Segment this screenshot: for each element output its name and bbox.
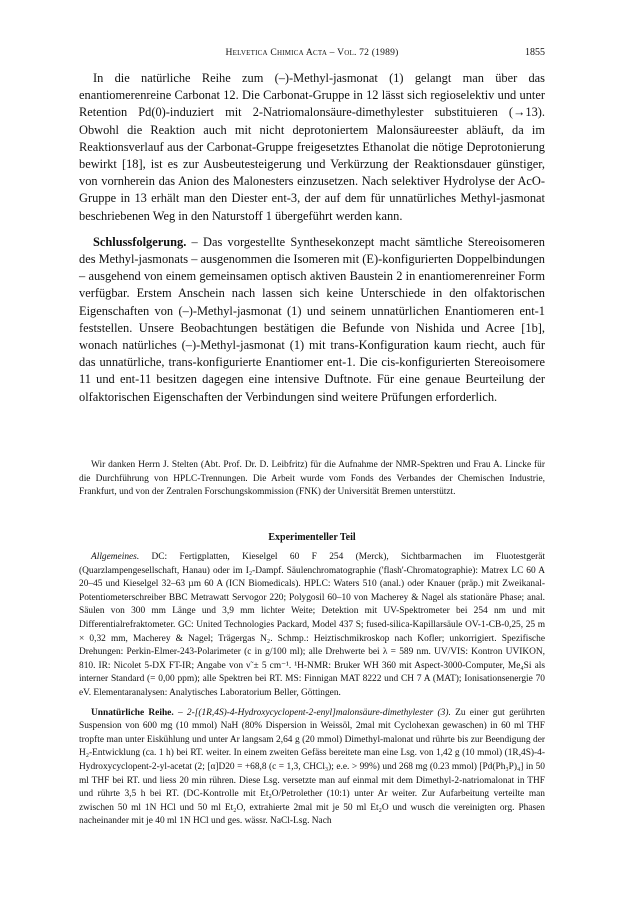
paragraph-unnatural-series [79, 707, 545, 829]
conclusion-heading: Schlussfolgerung. [93, 234, 187, 249]
paragraph-synthesis: In die natürliche Reihe zum (–)-Methyl-jasmonat (1) gelangt man über das enantiomerenreine Carbonat 12. Die Carbonat-Gruppe in 12 lässt sich regioselektiv und unter Retention Pd(0)-induziert mit 2-Natriomalonsäure-dimethylester substituieren (→13). Obwohl die Reaktion auch mit nicht deprotoniertem Malonsäureester abläuft, da im Reaktionsverlauf aus der Carbonat-Gruppe freigesetztes Ethanolat die nötige Deprotonierung bewirkt [18], ist es zur Ausbeutesteigerung und Verkürzung der Reaktionsdauer günstiger, von vornherein das Anion des Malonesters einzusetzen. Nach selektiver Hydrolyse der AcO-Gruppe in 13 erhält man den Diester ent-3, der auf dem für unnatürliches Methyl-jasmonat beschriebenen Weg in den Naturstoff 1 übergeführt werden kann. [79, 71, 545, 223]
running-head [0, 47, 624, 61]
paragraph-conclusion [79, 234, 545, 406]
unnatural-text: Zu einer gut gerührten Suspension von 600 mg (10 mmol) NaH (80% Dispersion in Weissöl, 2mal mit Cyclohexan gewaschen) in 60 ml THF tropfte man unter Eiskühlung und unter Ar langsam 2,64 g (20 mmol) Dimethyl-malonat und rührte bis zur Beendigung der H₂-Entwicklung (ca. 1 h) bei RT. weiter. In einem zweiten Gefäss bereitete man eine Lsg. von 1,42 g (10 mmol) (1R,4S)-4-Hydroxycyclopent-2-yl-acetat (2; [α]D20 = +68,8 (c = 1,3, CHCl₃); e.e. > 99%) und 268 mg (0.23 mmol) [Pd(Ph₃P)₄] in 50 ml THF bei RT. und liess 20 min rühren. Diese Lsg. versetzte man auf einmal mit dem Dimethyl-2-natriomalonat in THF und rührte 3,5 h bei RT. (DC-Kontrolle mit Et₂O/Petrolether (10:1) unter Ar weiter. Zur Aufarbeitung verteilte man zwischen 50 ml 1N HCl und 50 ml Et₂O, extrahierte 2mal mit je 50 ml Et₂O und wusch die vereinigten org. Phasen nacheinander mit je 40 ml 1N HCl und ges. wässr. NaCl-Lsg. Nach [79, 707, 545, 827]
main-text [79, 70, 545, 415]
unnatural-heading: Unnatürliche Reihe. [91, 707, 174, 718]
compound-name: – 2-[(1R,4S)-4-Hydroxycyclopent-2-enyl]malonsäure-dimethylester (3). [173, 707, 451, 718]
general-text: DC: Fertigplatten, Kieselgel 60 F 254 (Merck), Sichtbarmachen im Fluotestgerät (Quarzlampengesellschaft, Hanau) oder im I₂-Dampf. Säulenchromatographie ('flash'-Chromatographie): Matrex LC 60 A 20–45 und Kieselgel 32–63 µm 60 A (ICN Biomedicals). HPLC: Waters 510 (anal.) oder Knauer (präp.) mit Zweikanal-Potentiometerschreiber BBC Metrawatt Servogor 220; Polygosil 60–10 von Macherey & Nagel als stationäre Phase; anal. Säulen von 300 mm Länge und 3,9 mm lichter Weite; Detektion mit UV-Spektrometer bei 254 nm und mit Differentialrefraktometer. GC: United Technologies Packard, Model 437 S; fused-silica-Kapillarsäule OV-1-CB-0,25, 25 m × 0,32 mm, Macherey & Nagel; Trägergas N₂. Schmp.: Heiztischmikroskop nach Kofler; unkorrigiert. Spezifische Drehungen: Perkin-Elmer-243-Polarimeter (c in g/100 ml); alle Drehwerte bei λ = 589 nm. UV/VIS: Kontron UVIKON, 810. IR: Nicolet 5-DX FT-IR; Angabe von ν̃ ± 5 cm⁻¹. ¹H-NMR: Bruker WH 360 mit Aspect-3000-Computer, Me₄Si als interner Standard (= 0,00 ppm); alle Spektren bei RT. MS: Finnigan MAT 8222 und CH 7 A (MAT); Ionisationsenergie 70 eV. Elementaranalysen: Analytisches Laboratorium Beller, Göttingen. [79, 552, 545, 698]
section-title-experimental: Experimenteller Teil [268, 532, 356, 543]
paragraph-general [79, 551, 545, 701]
page-number: 1855 [525, 47, 545, 58]
journal-title: Helvetica Chimica Acta – Vol. 72 (1989) [225, 47, 399, 58]
acknowledgement [79, 459, 545, 500]
acknowledgement-text: Wir danken Herrn J. Stelten (Abt. Prof. Dr. D. Leibfritz) für die Aufnahme der NMR-Spektren und Frau A. Lincke für die Durchführung von HPLC-Trennungen. Die Arbeit wurde vom Fonds des Verbandes der Chemischen Industrie, Frankfurt, und von der Zentralen Forschungskommission (FNK) der Universität Bremen unterstützt. [79, 460, 545, 498]
general-heading: Allgemeines. [91, 552, 140, 562]
experimental-section [79, 551, 545, 835]
conclusion-text: – Das vorgestellte Synthesekonzept macht sämtliche Stereoisomeren des Methyl-jasmonats – ausgenommen die Isomeren mit (E)-konfigurierten Doppelbindungen – ausgehend von einem gemeinsamen optisch aktiven Baustein 2 in enantiomerenreiner Form verfügbar. Erstem Anschein nach lassen sich keine Unterschiede in den olfaktorischen Eigenschaften von (–)-Methyl-jasmonat (1) und seinem unnatürlichen Enantiomeren ent-1 feststellen. Unsere Beobachtungen bestätigen die Befunde von Nishida und Acree [1b], wonach natürliches (–)-Methyl-jasmonat (1) mit trans-Konfiguration kaum riecht, auch für das unnatürliche, trans-konfigurierte Enantiomer ent-1. Die cis-konfigurierten Stereoisomere 11 und ent-11 besitzen dagegen eine intensive Duftnote. Für eine genaue Beurteilung der olfaktorischen Eigenschaften der Verbindungen sind weitere Prüfungen erforderlich. [79, 234, 545, 404]
